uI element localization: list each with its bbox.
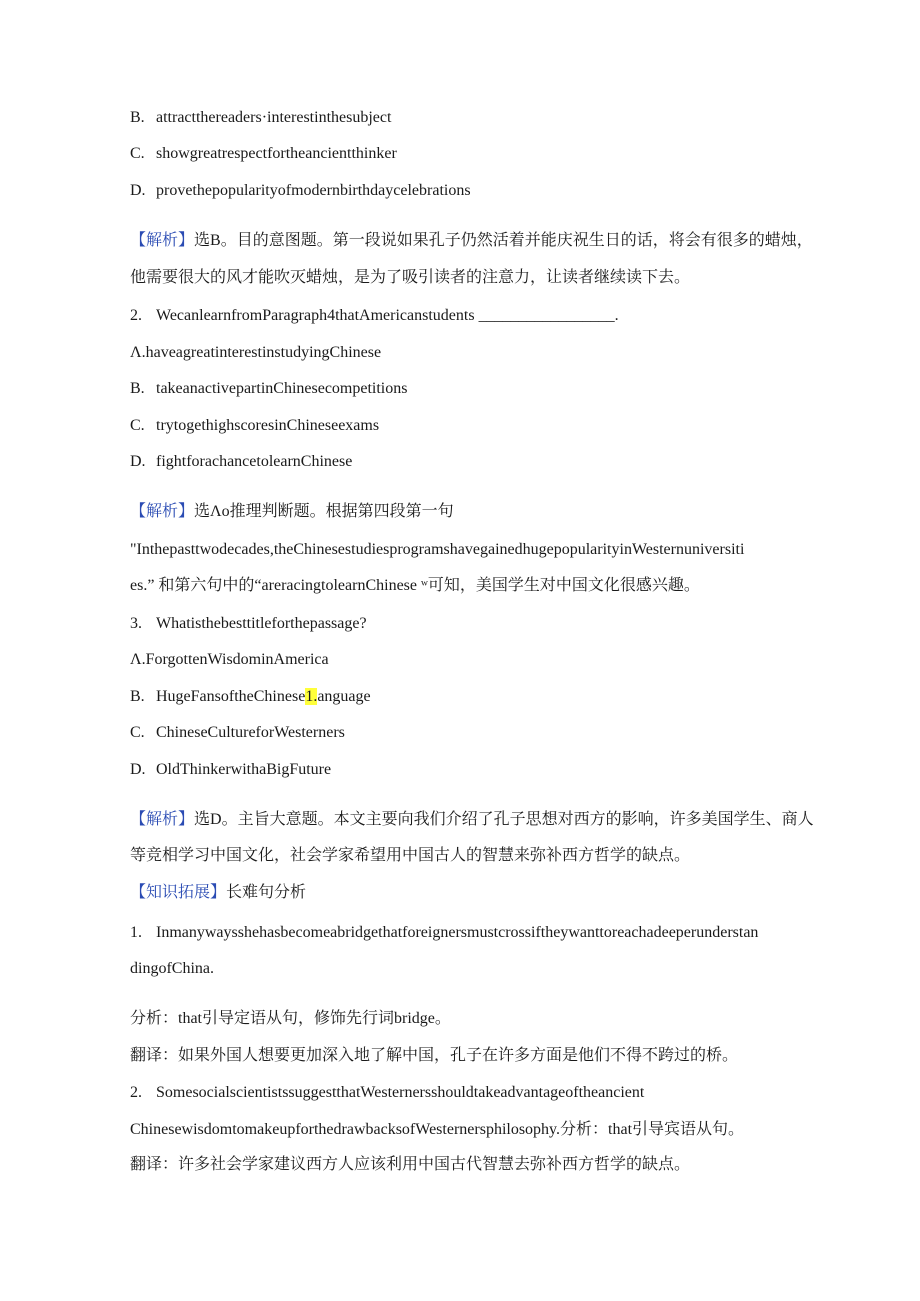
analysis-label: 【解析】: [130, 503, 195, 520]
q1-option-b: [130, 107, 391, 129]
q3-option-b: [130, 686, 371, 708]
analysis-text: 选Λo推理判断题。根据第四段第一句: [194, 503, 454, 520]
q3-question: [130, 613, 367, 635]
option-letter: C.: [130, 417, 145, 434]
sentence-2-line2: ChinesewisdomtomakeupforthedrawbacksofWesternersphilosophy.分析：that引导宾语从句。: [130, 1121, 745, 1138]
question-text: WecanlearnfromParagraph4thatAmericanstudents: [156, 307, 475, 324]
q2-option-c: [130, 415, 379, 437]
sentence-1-line2: dingofChina.: [130, 960, 214, 977]
analysis-text: 选D。主旨大意题。本文主要向我们介绍了孔子思想对西方的影响，许多美国学生、商人: [194, 811, 814, 828]
q2-option-a: Λ.haveagreatinterestinstudyingChinese: [130, 344, 382, 361]
sentence-2-line1: [130, 1082, 644, 1104]
q1-analysis-line1: [130, 230, 813, 252]
question-number: 2.: [130, 307, 142, 324]
question-number: 3.: [130, 615, 142, 632]
extension-title: 长难句分析: [226, 884, 307, 901]
q3-option-a: Λ.ForgottenWisdominAmerica: [130, 651, 329, 668]
highlighted-text: 1.: [305, 688, 318, 705]
option-text: fightforachancetolearnChinese: [156, 453, 353, 470]
option-letter: D.: [130, 182, 146, 199]
option-letter: C.: [130, 145, 145, 162]
option-text: OldThinkerwithaBigFuture: [156, 761, 332, 778]
extension-heading: [130, 882, 306, 904]
sentence-1-analysis: 分析：that引导定语从句，修饰先行词bridge。: [130, 1010, 451, 1027]
sentence-number: 2.: [130, 1084, 142, 1101]
sentence-number: 1.: [130, 924, 142, 941]
option-text: ChineseCultureforWesterners: [156, 724, 345, 741]
option-letter: B.: [130, 109, 145, 126]
extension-label: 【知识拓展】: [130, 884, 227, 901]
analysis-label: 【解析】: [130, 232, 195, 249]
option-letter: B.: [130, 688, 145, 705]
sentence-1-translation: 翻译：如果外国人想要更加深入地了解中国，孔子在许多方面是他们不得不跨过的桥。: [130, 1047, 739, 1064]
q3-analysis-line1: [130, 809, 814, 831]
q2-analysis-line1: [130, 501, 454, 523]
option-text: takeanactivepartinChinesecompetitions: [156, 380, 408, 397]
q3-option-c: [130, 722, 345, 744]
sentence-1-line1: [130, 922, 758, 944]
q2-question: [130, 305, 619, 327]
answer-blank: _________________.: [478, 307, 619, 324]
q3-option-d: [130, 759, 331, 781]
q1-option-c: [130, 143, 397, 165]
q2-option-d: [130, 451, 352, 473]
q1-analysis-line2: 他需要很大的风才能吹灭蜡烛，是为了吸引读者的注意力，让读者继续读下去。: [130, 269, 691, 286]
option-letter: B.: [130, 380, 145, 397]
question-text: Whatisthebesttitleforthepassage?: [156, 615, 367, 632]
option-text: showgreatrespectfortheancientthinker: [156, 145, 397, 162]
analysis-label: 【解析】: [130, 811, 195, 828]
q2-option-b: [130, 378, 407, 400]
option-letter: C.: [130, 724, 145, 741]
option-text: provethepopularityofmodernbirthdaycelebrations: [156, 182, 471, 199]
q1-option-d: [130, 180, 471, 202]
option-text: attractthereaders·interestinthesubject: [156, 109, 392, 126]
sentence-text: SomesocialscientistssuggestthatWesternersshouldtakeadvantageoftheancient: [156, 1084, 645, 1101]
sentence-text: Inmanywaysshehasbecomeabridgethatforeignersmustcrossiftheywanttoreachadeeperunderstan: [156, 924, 759, 941]
q2-analysis-line3: es.” 和第六句中的“areracingtolearnChinese ʷ可知，美国学生对中国文化很感兴趣。: [130, 577, 700, 594]
option-text-rest: anguage: [317, 688, 371, 705]
sentence-2-translation: 翻译：许多社会学家建议西方人应该利用中国古代智慧去弥补西方哲学的缺点。: [130, 1156, 691, 1173]
option-letter: D.: [130, 453, 146, 470]
option-text: HugeFansoftheChinese: [156, 688, 306, 705]
q2-analysis-line2: "Inthepasttwodecades,theChinesestudiesprogramshavegainedhugepopularityinWesternuniversiti: [130, 541, 745, 558]
option-text: trytogethighscoresinChineseexams: [156, 417, 380, 434]
option-letter: D.: [130, 761, 146, 778]
q3-analysis-line2: 等竞相学习中国文化，社会学家希望用中国古人的智慧来弥补西方哲学的缺点。: [130, 847, 691, 864]
analysis-text: 选B。目的意图题。第一段说如果孔子仍然活着并能庆祝生日的话，将会有很多的蜡烛，: [194, 232, 813, 249]
